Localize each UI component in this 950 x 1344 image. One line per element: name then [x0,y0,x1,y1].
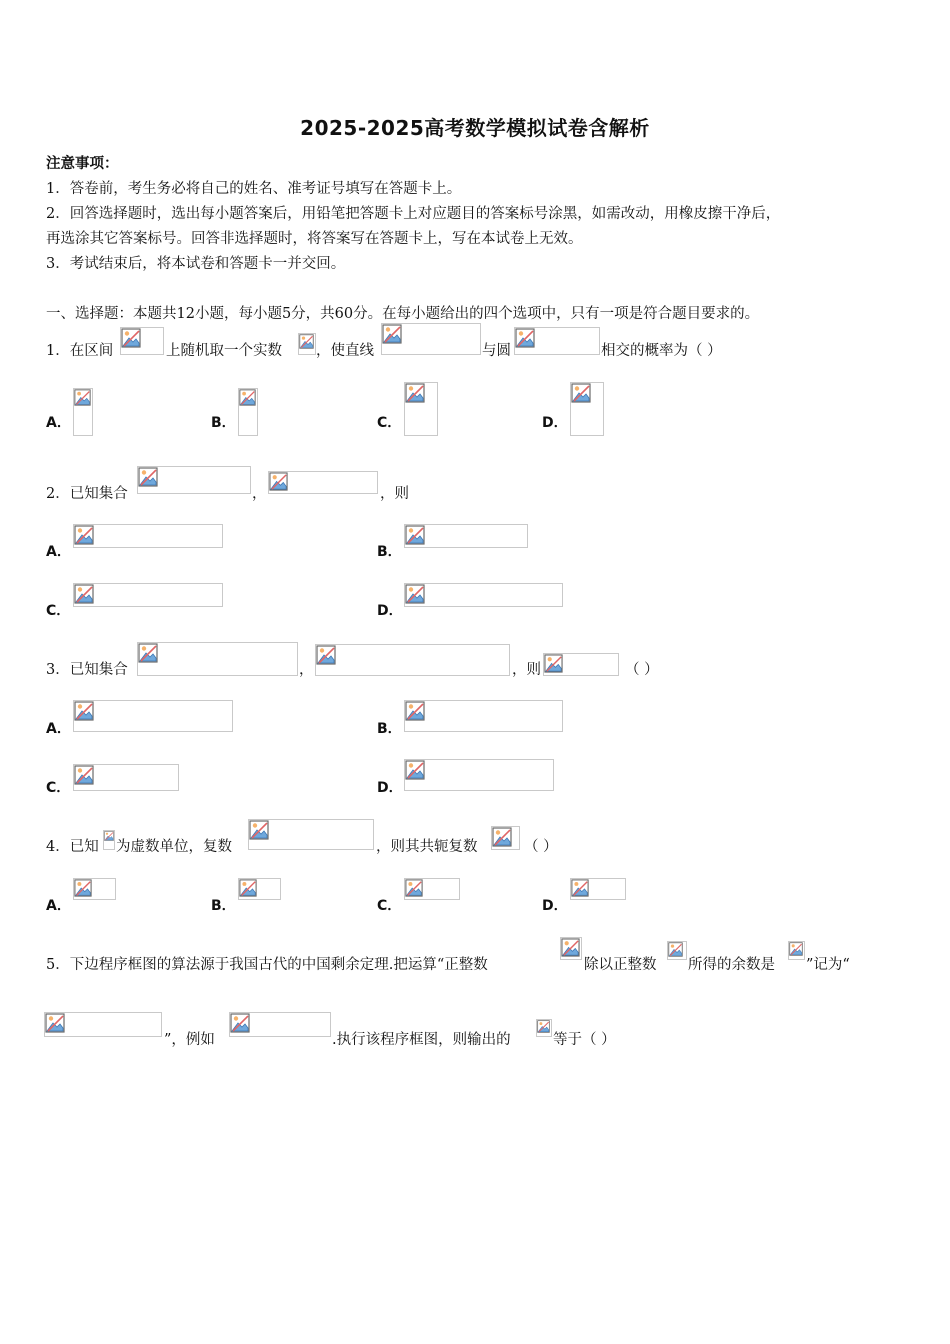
option-label-b: B． [211,415,236,431]
option-label-c: C． [46,603,71,619]
question-4-text: ，则其共轭复数 [376,839,478,855]
broken-image-icon [405,525,425,545]
broken-image-icon [789,942,803,956]
broken-image-icon [45,1013,65,1033]
broken-image-icon [561,938,580,957]
broken-image-icon [269,472,288,491]
option-label-d: D． [377,603,403,619]
question-5-text: 除以正整数 [584,957,657,973]
note-item: 1．答卷前，考生务必将自己的姓名、准考证号填写在答题卡上。 [46,181,462,197]
question-3-text: 3．已知集合 [46,662,128,678]
option-image [73,700,233,732]
broken-image-icon [382,324,402,344]
page-title: 2025-2025高考数学模拟试卷含解析 [300,116,650,140]
option-label-b: B． [211,898,236,914]
broken-image-icon [405,760,425,780]
broken-image-icon [571,879,589,897]
broken-image-icon [74,389,91,406]
question-4-text: 为虚数单位，复数 [116,839,232,855]
broken-image-icon [405,584,425,604]
formula-image [44,1012,162,1037]
option-label-a: A． [46,415,71,431]
notes-heading: 注意事项： [46,155,119,172]
formula-image [120,327,164,355]
broken-image-icon [138,643,158,663]
formula-image [514,327,600,355]
broken-image-icon [74,701,94,721]
option-image [73,764,179,791]
broken-image-icon [74,584,94,604]
broken-image-icon [299,334,314,349]
broken-image-icon [239,879,257,897]
question-5-text: 5．下边程序框图的算法源于我国古代的中国剩余定理.把运算“正整数 [46,957,488,973]
formula-image [229,1012,331,1037]
question-1-text: 上随机取一个实数 [166,343,282,359]
formula-image [248,819,374,850]
formula-image [543,653,619,676]
question-3-text: ， [299,662,314,678]
option-label-c: C． [46,780,71,796]
note-item: 2．回答选择题时，选出每小题答案后，用铅笔把答题卡上对应题目的答案标号涂黑，如需改动，用橡皮擦干净后， [46,206,781,222]
broken-image-icon [249,820,269,840]
question-1-text: 相交的概率为（ ） [601,343,722,359]
formula-image [315,644,510,676]
question-1-text: 1．在区间 [46,343,114,359]
option-image [404,524,528,548]
broken-image-icon [121,328,141,348]
question-4-text: 4．已知 [46,839,99,855]
option-image [404,700,563,732]
broken-image-icon [405,879,423,897]
question-1-text: ，使直线 [316,343,374,359]
broken-image-icon [537,1020,550,1033]
section-heading: 一、选择题：本题共12小题，每小题5分，共60分。在每小题给出的四个选项中，只有一项是符合题目要求的。 [46,306,760,322]
question-3-text: （ ） [625,662,659,678]
broken-image-icon [138,467,158,487]
option-image [73,388,93,436]
question-5-text: 等于（ ） [553,1032,616,1048]
option-label-d: D． [542,415,568,431]
note-item: 再选涂其它答案标号。回答非选择题时，将答案写在答题卡上，写在本试卷上无效。 [46,231,583,247]
question-1-text: 与圆 [482,343,511,359]
broken-image-icon [74,525,94,545]
question-5-text: 所得的余数是 [688,957,775,973]
broken-image-icon [515,328,535,348]
option-label-b: B． [377,544,402,560]
formula-image [103,830,115,850]
option-label-c: C． [377,898,402,914]
formula-image [788,941,805,960]
option-image [404,878,460,900]
broken-image-icon [571,383,591,403]
question-4-text: （ ） [524,839,558,855]
note-item: 3．考试结束后，将本试卷和答题卡一并交回。 [46,256,346,272]
option-image [404,759,554,791]
question-2-text: ， [252,486,267,502]
option-image [73,878,116,900]
option-label-c: C． [377,415,402,431]
broken-image-icon [104,831,114,841]
option-label-d: D． [377,780,403,796]
formula-image [491,826,520,850]
option-image [570,878,626,900]
option-label-a: A． [46,544,71,560]
broken-image-icon [74,879,92,897]
option-label-a: A． [46,721,71,737]
option-image [570,382,604,436]
broken-image-icon [74,765,94,785]
broken-image-icon [405,701,425,721]
formula-image [667,941,687,960]
broken-image-icon [239,389,256,406]
formula-image [536,1019,552,1037]
formula-image [268,471,378,494]
question-2-text: 2．已知集合 [46,486,128,502]
formula-image [381,323,481,355]
broken-image-icon [544,654,563,673]
broken-image-icon [492,827,512,847]
option-image [404,382,438,436]
question-5-text: ”记为“ [806,957,850,973]
option-image [404,583,563,607]
question-5-text: .执行该程序框图，则输出的 [332,1032,511,1048]
option-image [73,583,223,607]
question-3-text: ，则 [512,662,541,678]
question-2-text: ，则 [380,486,409,502]
formula-image [137,642,298,676]
broken-image-icon [316,645,336,665]
broken-image-icon [668,942,683,957]
formula-image [137,466,251,494]
option-image [238,388,258,436]
option-image [73,524,223,548]
broken-image-icon [405,383,425,403]
formula-image [560,937,582,960]
option-label-a: A． [46,898,71,914]
option-image [238,878,281,900]
broken-image-icon [230,1013,250,1033]
formula-image [298,333,316,355]
option-label-b: B． [377,721,402,737]
option-label-d: D． [542,898,568,914]
question-5-text: ”，例如 [164,1032,215,1048]
